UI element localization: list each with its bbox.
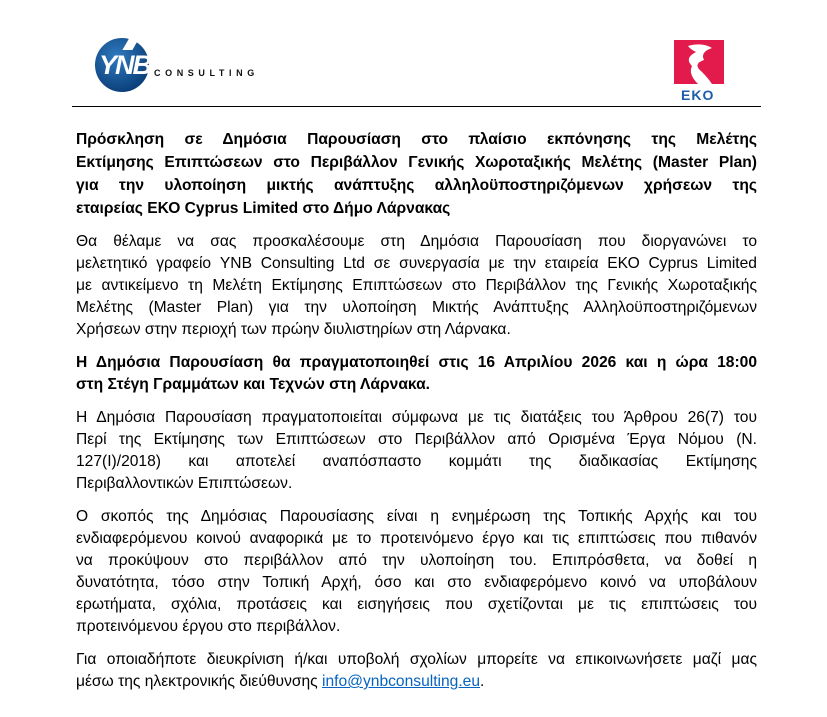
text-line: Μελέτης (Master Plan) για την υλοποίηση Μικτής Ανάπτυξης Αλληλοϋποστηριζόμενων xyxy=(76,299,757,316)
text-line: προτεινόμενου έργου στο περιβάλλον. xyxy=(76,618,341,635)
contact-line xyxy=(76,671,757,693)
email-link[interactable]: info@ynbconsulting.eu xyxy=(322,673,481,690)
text-line: δυνατότητα, τόσο στην Τοπική Αρχή, όσο και στο ενδιαφερόμενο κοινό να υποβάλουν xyxy=(76,574,757,591)
contact-paragraph xyxy=(76,649,757,693)
text-line: για την υλοποίηση μικτής ανάπτυξης αλληλοϋποστηριζόμενων χρήσεων της xyxy=(76,177,757,194)
text-line: Περί της Εκτίμησης των Επιπτώσεων στο Περιβάλλον από Ορισμένα Έργα Νόμου (Ν. xyxy=(76,431,757,448)
document-title xyxy=(76,128,757,220)
contact-line: Για οποιαδήποτε διευκρίνιση ή/και υποβολή σχολίων μπορείτε να επικοινωνήσετε μαζί μας xyxy=(76,651,757,668)
text-line: Ο σκοπός της Δημόσιας Παρουσίασης είναι η ενημέρωση της Τοπικής Αρχής και του xyxy=(76,508,757,525)
ynb-consulting-logo: YNB CONSULTING xyxy=(95,38,265,94)
text-line: Χρήσεων στην περιοχή των πρώην διυλιστηρίων στη Λάρνακα. xyxy=(76,321,511,338)
text-line: Εκτίμησης Επιπτώσεων στο Περιβάλλον Γενικής Χωροταξικής Μελέτης (Master Plan) xyxy=(76,154,757,171)
text-line: ερωτήματα, σχόλια, προτάσεις και εισηγήσεις που σχετίζονται με τις επιπτώσεις του xyxy=(76,596,757,613)
text-line: να προκύψουν στο περιβάλλον από την υλοποίηση του. Επιπρόσθετα, να δοθεί η xyxy=(76,552,757,569)
text-line: ενδιαφερόμενου κοινού αναφορικά με το προτεινόμενο έργο και τις επιπτώσεις που πιθανόν xyxy=(76,530,757,547)
text-line: 127(Ι)/2018) και αποτελεί αναπόσπαστο κομμάτι της διαδικασίας Εκτίμησης xyxy=(76,453,757,470)
body-paragraph xyxy=(76,407,757,495)
text-line: στη Στέγη Γραμμάτων και Τεχνών στη Λάρνακα. xyxy=(76,376,430,393)
text-line: εταιρείας ΕΚΟ Cyprus Limited στο Δήμο Λάρνακας xyxy=(76,200,451,217)
text-line: Η Δημόσια Παρουσίαση πραγματοποιείται σύμφωνα με τις διατάξεις του Άρθρου 26(7) του xyxy=(76,409,757,426)
header-divider xyxy=(72,106,761,107)
body-paragraph xyxy=(76,506,757,638)
text-line: Η Δημόσια Παρουσίαση θα πραγματοποιηθεί στις 16 Απριλίου 2026 και η ώρα 18:00 xyxy=(76,354,757,371)
text-line: Θα θέλαμε να σας προσκαλέσουμε στη Δημόσια Παρουσίαση που διοργανώνει το xyxy=(76,233,757,250)
eko-logo: EKO xyxy=(674,40,744,104)
text-line: μελετητικό γραφείο YNB Consulting Ltd σε συνεργασία με την εταιρεία ΕΚΟ Cyprus Limited xyxy=(76,255,757,272)
contact-prefix: μέσω της ηλεκτρονικής διεύθυνσης xyxy=(76,673,323,690)
document-body xyxy=(76,128,757,704)
text-line: Περιβαλλοντικών Επιπτώσεων. xyxy=(76,475,293,492)
event-details-paragraph xyxy=(76,352,757,396)
contact-suffix: . xyxy=(480,673,485,690)
text-line: Πρόσκληση σε Δημόσια Παρουσίαση στο πλαίσιο εκπόνησης της Μελέτης xyxy=(76,131,757,148)
body-paragraph xyxy=(76,231,757,341)
text-line: με αντικείμενο τη Μελέτη Εκτίμησης Επιπτώσεων στο Περιβάλλον της Γενικής Χωροταξικής xyxy=(76,277,757,294)
